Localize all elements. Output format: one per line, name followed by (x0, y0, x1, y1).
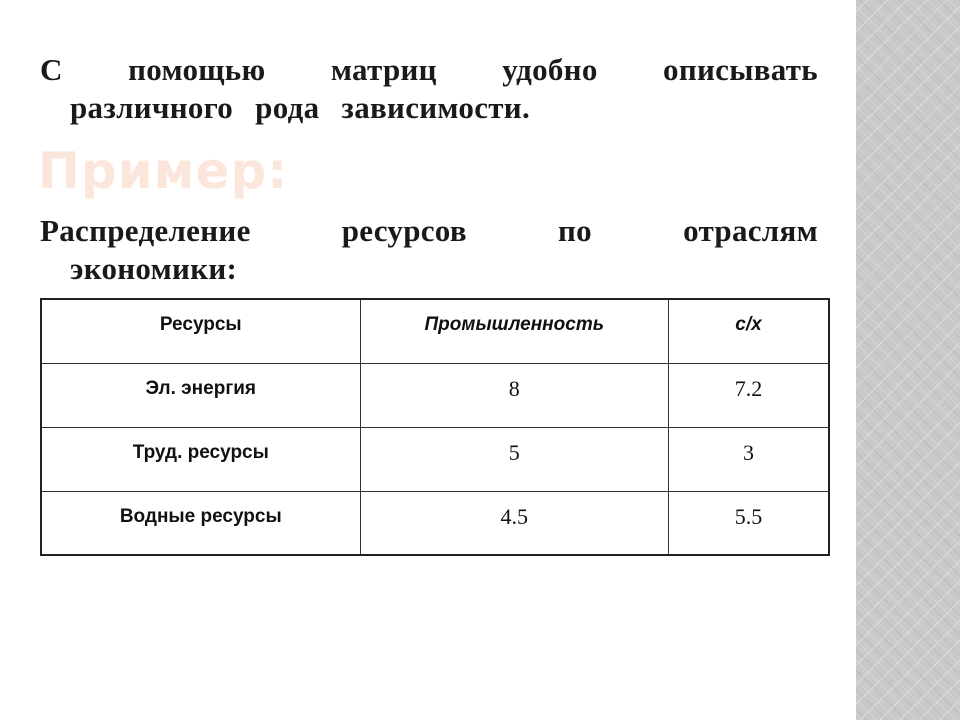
decorative-side-band (856, 0, 960, 720)
cell-industry-value: 8 (360, 363, 668, 427)
table-row (41, 491, 829, 555)
example-watermark-title: Пример: (38, 142, 289, 200)
example-paragraph (40, 212, 818, 288)
row-label-water: Водные ресурсы (41, 491, 360, 555)
intro-text: С помощью матриц удобно описывать различного рода зависимости. (40, 52, 818, 125)
header-agriculture: с/х (669, 299, 829, 363)
header-industry: Промышленность (360, 299, 668, 363)
row-label-electricity: Эл. энергия (41, 363, 360, 427)
example-text: Распределение ресурсов по отраслям экономики: (40, 213, 818, 286)
intro-paragraph (40, 51, 818, 127)
cell-industry-value: 4.5 (360, 491, 668, 555)
row-label-labor: Труд. ресурсы (41, 427, 360, 491)
cell-agriculture-value: 7.2 (669, 363, 829, 427)
table-header-row (41, 299, 829, 363)
table-row (41, 363, 829, 427)
cell-industry-value: 5 (360, 427, 668, 491)
header-resources: Ресурсы (41, 299, 360, 363)
resource-distribution-table (40, 298, 830, 556)
table-row (41, 427, 829, 491)
cell-agriculture-value: 5.5 (669, 491, 829, 555)
cell-agriculture-value: 3 (669, 427, 829, 491)
